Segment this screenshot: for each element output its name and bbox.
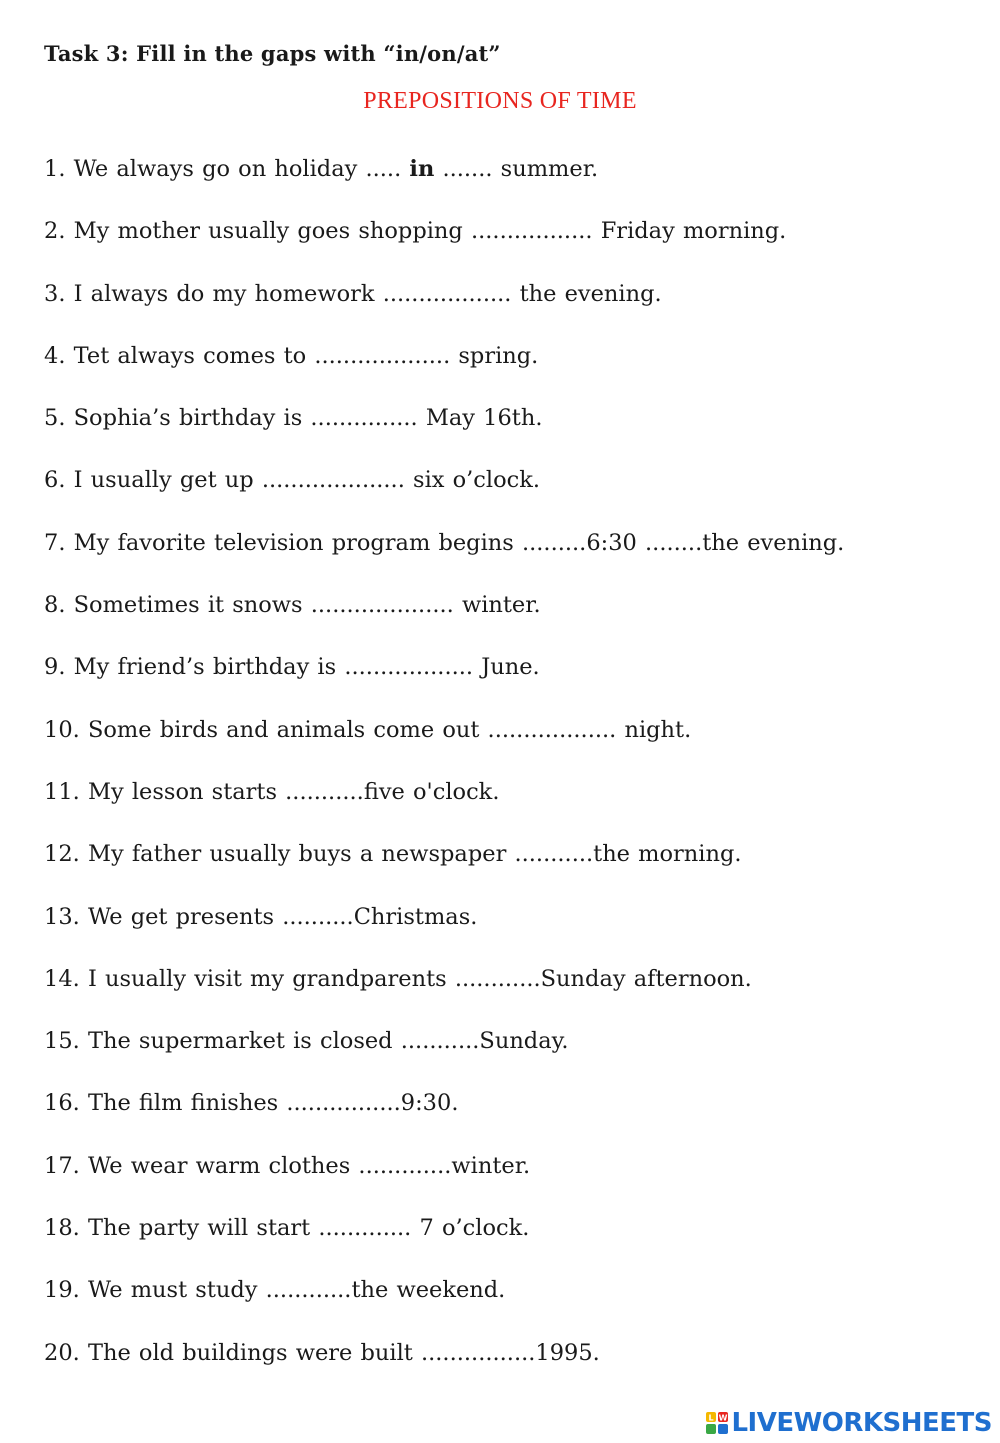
- question-number: 6.: [44, 467, 66, 494]
- question-text: We wear warm clothes .............winter.: [87, 1152, 531, 1179]
- question-number: 12.: [44, 841, 80, 868]
- question-item: [44, 1211, 984, 1273]
- question-number: 11.: [44, 778, 80, 805]
- svg-text:L: L: [708, 1413, 715, 1423]
- question-item: [44, 1024, 984, 1086]
- question-item: [44, 1149, 984, 1211]
- question-text: My friend’s birthday is .................. June.: [73, 654, 540, 681]
- question-text: My lesson starts ...........five o'clock.: [87, 778, 500, 805]
- question-item: [44, 277, 984, 339]
- svg-text:W: W: [719, 1413, 728, 1423]
- question-item: [44, 1086, 984, 1148]
- question-text: My father usually buys a newspaper ...........the morning.: [87, 841, 742, 868]
- question-number: 1.: [44, 156, 66, 182]
- question-text: The supermarket is closed ...........Sunday.: [87, 1028, 569, 1055]
- task-title: Task 3: Fill in the gaps with “in/on/at”: [44, 41, 501, 66]
- question-text: We must study ............the weekend.: [87, 1277, 506, 1304]
- question-item: [44, 837, 984, 899]
- question-number: 3.: [44, 280, 66, 307]
- question-number: 2.: [44, 218, 66, 245]
- question-text: My mother usually goes shopping ................. Friday morning.: [73, 218, 787, 245]
- question-text: I usually visit my grandparents ............Sunday afternoon.: [87, 965, 752, 992]
- question-number: 7.: [44, 529, 66, 556]
- question-text: The film finishes ................9:30.: [87, 1090, 459, 1117]
- answer-gap[interactable]: in: [409, 156, 435, 182]
- question-number: 20.: [44, 1339, 80, 1366]
- question-number: 19.: [44, 1277, 80, 1304]
- question-item: [44, 339, 984, 401]
- question-text: My favorite television program begins .........6:30 ........the evening.: [73, 529, 845, 556]
- question-item: [44, 214, 984, 276]
- footer-brand[interactable]: [705, 1408, 992, 1438]
- question-number: 18.: [44, 1215, 80, 1242]
- question-number: 17.: [44, 1152, 80, 1179]
- question-item: [44, 1336, 984, 1398]
- question-text: Sophia’s birthday is ............... May 16th.: [73, 405, 543, 432]
- question-item: [44, 588, 984, 650]
- question-item: [44, 962, 984, 1024]
- brand-name: LIVEWORKSHEETS: [731, 1408, 992, 1438]
- question-text: We always go on holiday .....: [73, 156, 410, 182]
- question-text: The old buildings were built ................1995.: [87, 1339, 600, 1366]
- question-item: [44, 526, 984, 588]
- question-item: [44, 152, 984, 214]
- question-list: [44, 152, 984, 1398]
- question-item: [44, 1273, 984, 1335]
- question-number: 10.: [44, 716, 80, 743]
- page-subtitle: PREPOSITIONS OF TIME: [363, 88, 637, 114]
- liveworksheets-logo-icon: [705, 1411, 729, 1435]
- question-item: [44, 775, 984, 837]
- question-text: Some birds and animals come out .................. night.: [87, 716, 692, 743]
- question-text: We get presents ..........Christmas.: [87, 903, 478, 930]
- question-text: The party will start ............. 7 o’clock.: [87, 1215, 530, 1242]
- question-number: 14.: [44, 965, 80, 992]
- question-text: I usually get up .................... six o’clock.: [73, 467, 541, 494]
- question-number: 16.: [44, 1090, 80, 1117]
- question-item: [44, 650, 984, 712]
- question-number: 4.: [44, 342, 66, 369]
- question-text: I always do my homework .................. the evening.: [73, 280, 662, 307]
- question-item: [44, 713, 984, 775]
- question-item: [44, 463, 984, 525]
- question-item: [44, 401, 984, 463]
- question-text: Sometimes it snows .................... winter.: [73, 592, 541, 619]
- question-number: 13.: [44, 903, 80, 930]
- question-number: 15.: [44, 1028, 80, 1055]
- question-number: 5.: [44, 405, 66, 432]
- question-text-after: ....... summer.: [434, 156, 599, 182]
- question-number: 8.: [44, 592, 66, 619]
- question-text: Tet always comes to ................... spring.: [73, 342, 539, 369]
- question-number: 9.: [44, 654, 66, 681]
- question-item: [44, 900, 984, 962]
